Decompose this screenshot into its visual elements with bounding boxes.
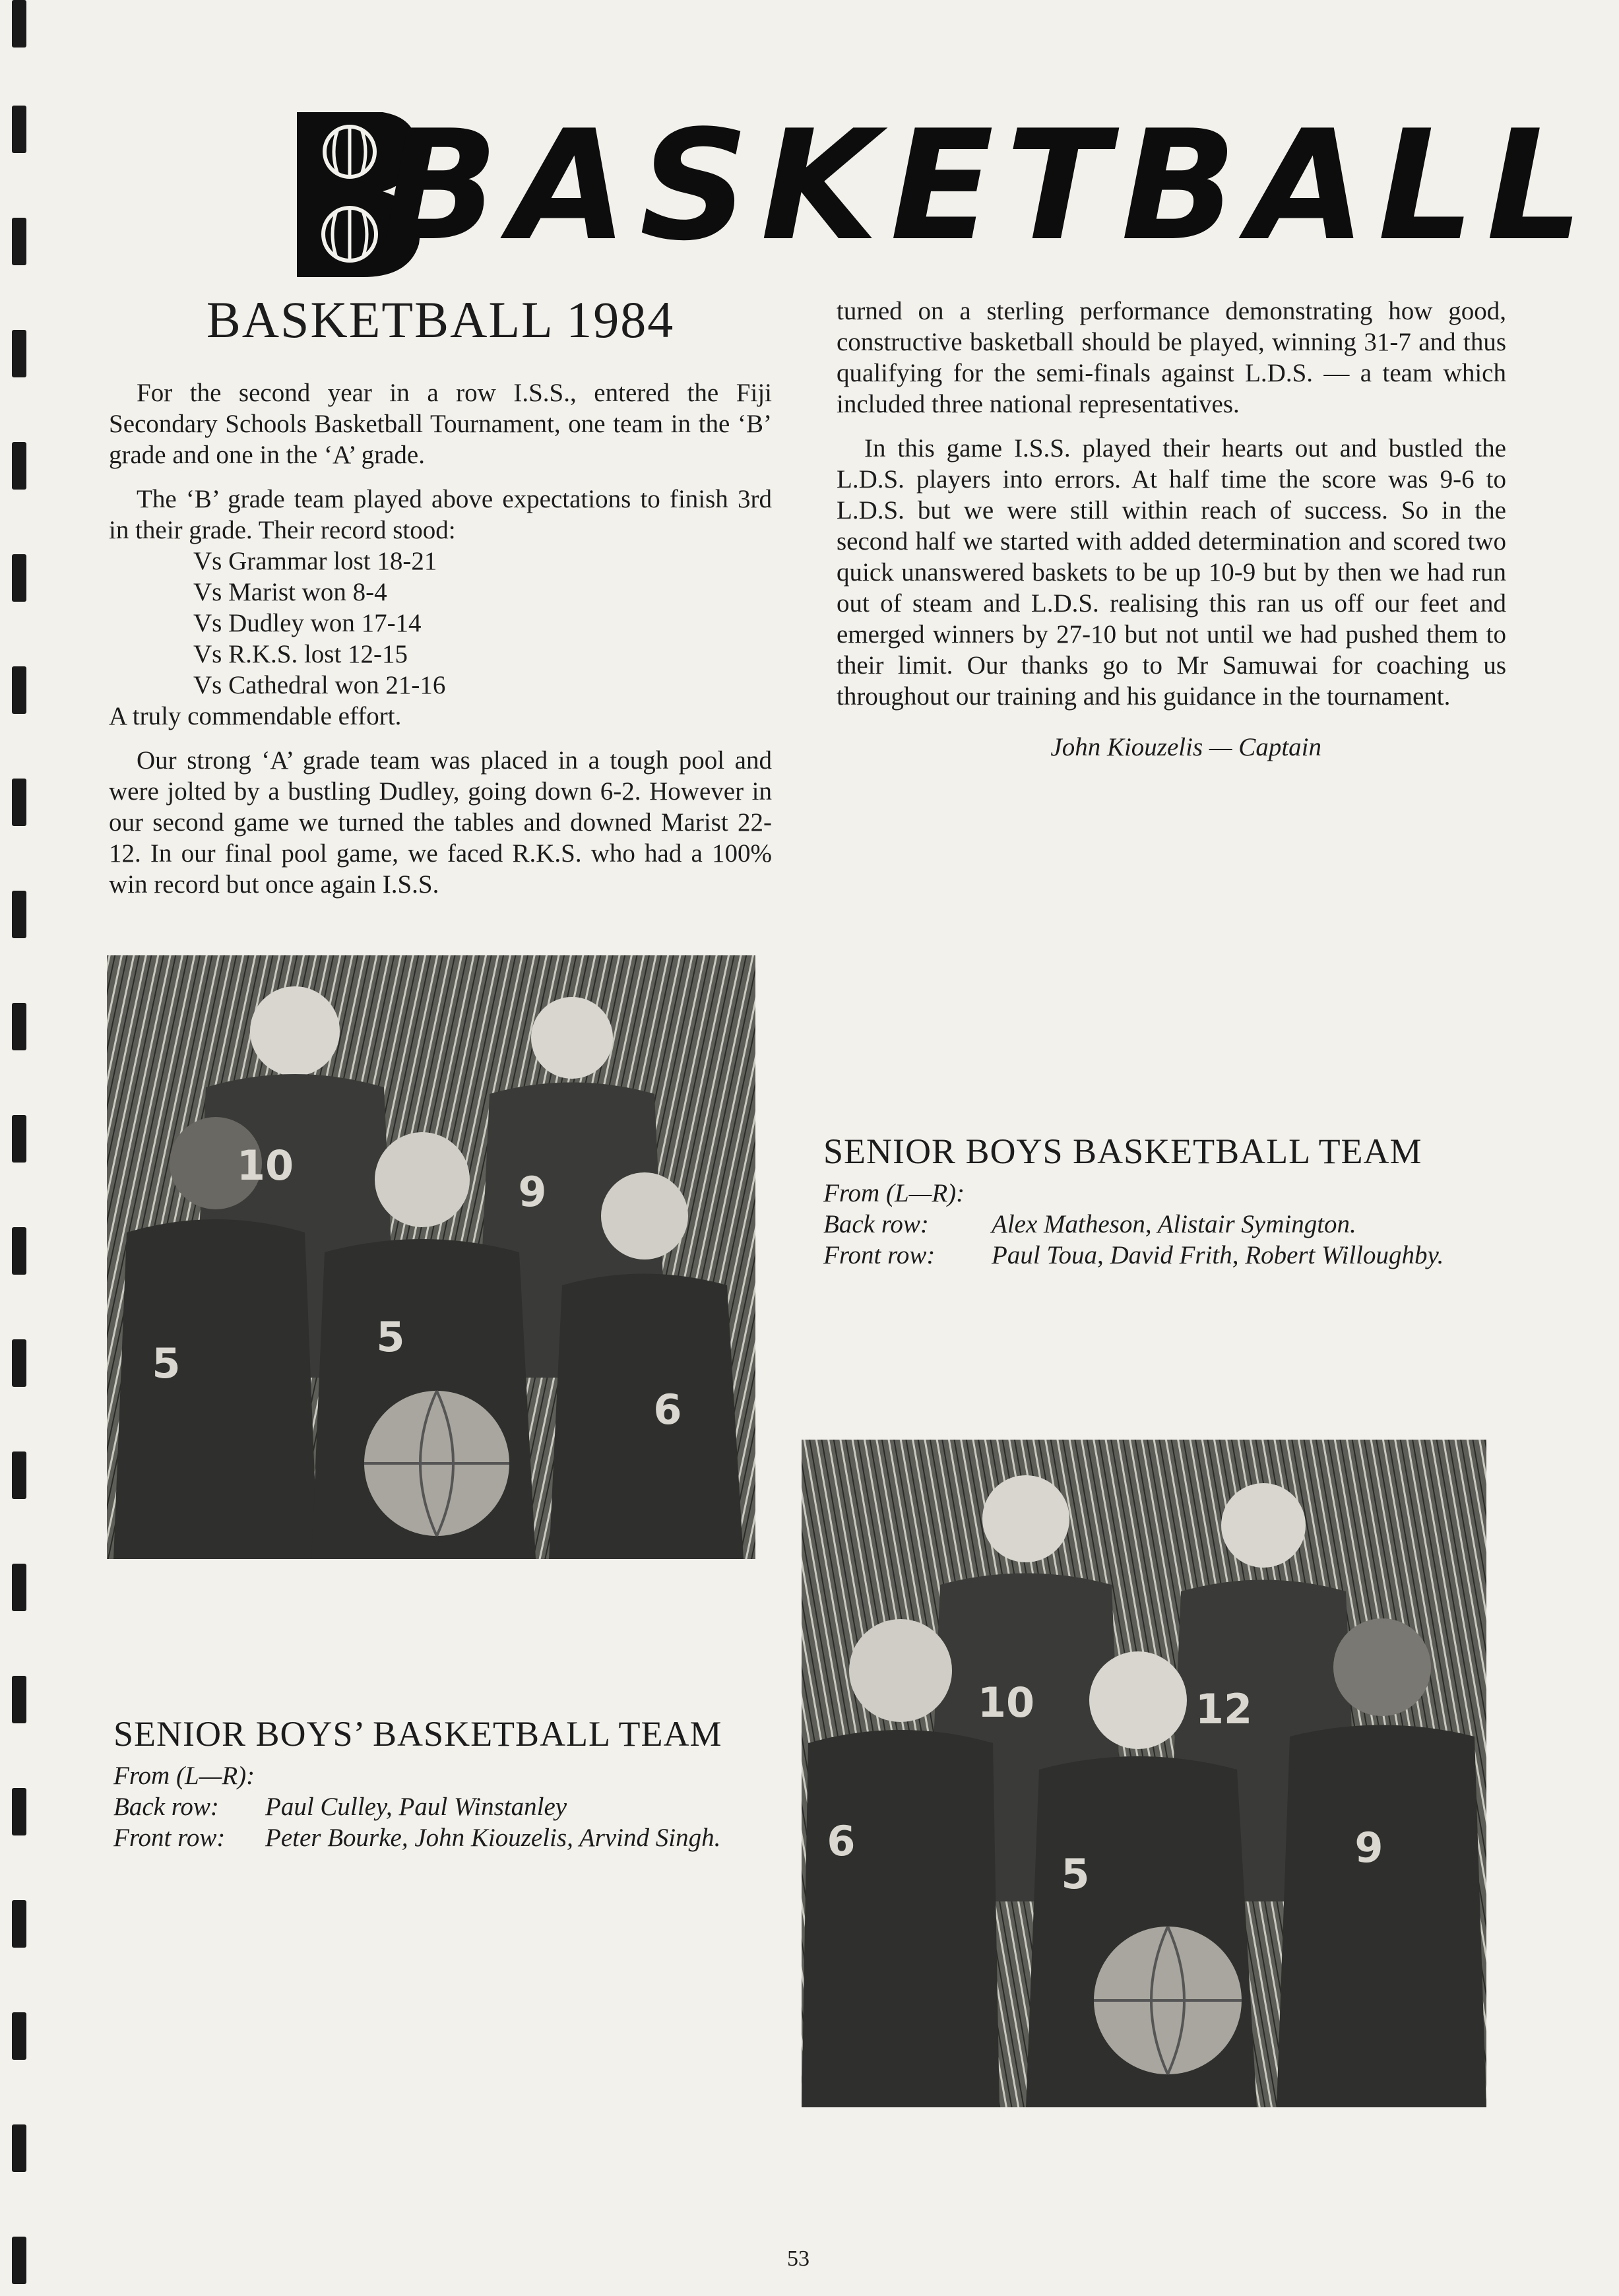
caption-label: Back row: <box>113 1793 219 1821</box>
jersey-number: 9 <box>518 1168 547 1216</box>
page-number: 53 <box>787 2247 810 2271</box>
caption-value: Alex Matheson, Alistair Symington. <box>992 1210 1356 1238</box>
basketball-banner <box>284 98 1595 284</box>
team-photo-senior-boys-1 <box>802 1440 1486 2107</box>
spiral-binding <box>12 0 32 2296</box>
article-right-column <box>837 296 1506 763</box>
caption-back-row <box>113 1791 760 1822</box>
result-item: Vs Dudley won 17-14 <box>193 609 422 637</box>
caption-back-row <box>823 1209 1496 1240</box>
caption-label: Back row: <box>823 1210 929 1238</box>
caption-from: From (L—R): <box>823 1179 965 1207</box>
jersey-number: 9 <box>1354 1824 1383 1872</box>
jersey-number: 5 <box>376 1313 405 1361</box>
article-paragraph: For the second year in a row I.S.S., entered the Fiji Secondary Schools Basketball Tournament, one team in the ‘B’ grade and one in the ‘A’ grade. <box>109 379 772 469</box>
photo-caption-right <box>823 1132 1496 1271</box>
caption-front-row <box>113 1822 760 1853</box>
caption-from: From (L—R): <box>113 1762 255 1790</box>
results-list <box>193 546 772 701</box>
jersey-number: 6 <box>653 1386 682 1434</box>
caption-title: SENIOR BOYS’ BASKETBALL TEAM <box>113 1714 722 1754</box>
caption-label: Front row: <box>113 1824 226 1852</box>
article-paragraph: A truly commendable effort. <box>109 702 402 730</box>
jersey-number: 5 <box>152 1339 181 1387</box>
banner-title: BASKETBALL <box>383 98 1595 274</box>
caption-value: Paul Culley, Paul Winstanley <box>265 1793 567 1821</box>
article-title: BASKETBALL 1984 <box>206 291 675 348</box>
caption-value: Peter Bourke, John Kiouzelis, Arvind Singh. <box>265 1824 721 1852</box>
photo-caption-left <box>113 1714 760 1853</box>
caption-title: SENIOR BOYS BASKETBALL TEAM <box>823 1132 1422 1171</box>
result-item: Vs Grammar lost 18-21 <box>193 547 437 575</box>
result-item: Vs Marist won 8-4 <box>193 578 387 606</box>
jersey-number: 5 <box>1061 1850 1090 1898</box>
article-paragraph: The ‘B’ grade team played above expectations to finish 3rd in their grade. Their record stood: <box>109 485 772 544</box>
jersey-number: 12 <box>1195 1685 1253 1733</box>
caption-front-row <box>823 1240 1496 1271</box>
article-paragraph: turned on a sterling performance demonstrating how good, constructive basketball should be played, winning 31-7 and thus qualifying for the semi-finals against L.D.S. — a team which included three national representatives. <box>837 297 1506 418</box>
team-photo-senior-boys-2 <box>107 955 755 1559</box>
jersey-number: 10 <box>236 1141 294 1190</box>
result-item: Vs Cathedral won 21-16 <box>193 671 446 699</box>
article-paragraph: Our strong ‘A’ grade team was placed in a tough pool and were jolted by a bustling Dudley, going down 6-2. However in our second game we turned the tables and downed Marist 22-12. In our final pool game, we faced R.K.S. who had a 100% win record but once again I.S.S. <box>109 746 772 899</box>
article-paragraph: In this game I.S.S. played their hearts out and bustled the L.D.S. players into errors. At half time the score was 9-6 to L.D.S. but we were still within reach of success. So in the second half we started with added determination and scored two quick unanswered baskets to be up 10-9 but by then we had run out of steam and L.D.S. realising this ran us off our feet and emerged winners by 27-10 but not until we had pushed them to their limit. Our thanks go to Mr Samuwai for coaching us throughout our training and his guidance in the tournament. <box>837 434 1506 711</box>
result-item: Vs R.K.S. lost 12-15 <box>193 640 408 668</box>
jersey-number: 10 <box>977 1678 1035 1727</box>
article-left-column <box>109 290 772 913</box>
caption-label: Front row: <box>823 1241 936 1269</box>
caption-value: Paul Toua, David Frith, Robert Willoughby. <box>992 1241 1444 1269</box>
jersey-number: 6 <box>827 1817 856 1865</box>
article-signature: John Kiouzelis — Captain <box>1050 733 1321 761</box>
